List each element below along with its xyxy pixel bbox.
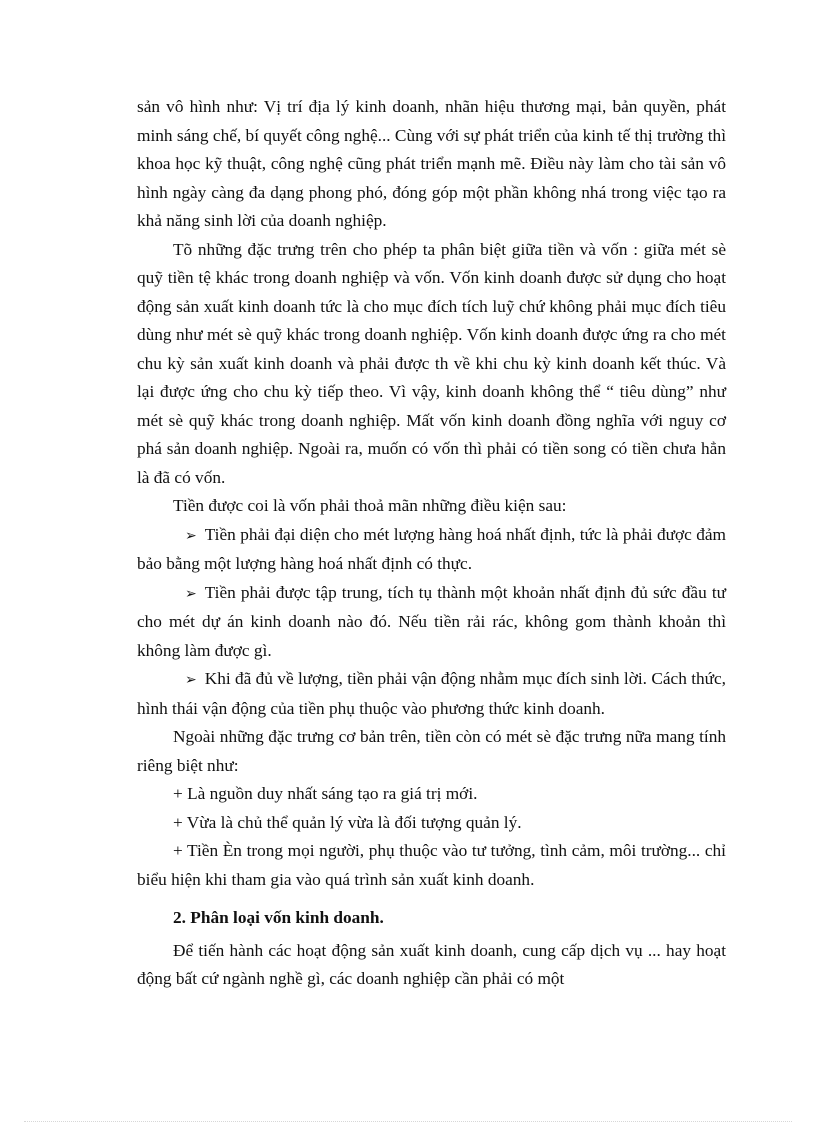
document-body — [137, 93, 726, 994]
bullet-text: Tiền phải được tập trung, tích tụ thành một khoản nhất định đủ sức đầu tư cho mét dự án kinh doanh nào đó. Nếu tiền rải rác, không gom thành khoản thì không làm được gì. — [137, 582, 726, 660]
bullet-text: Tiền phải đại diện cho mét lượng hàng hoá nhất định, tức là phải được đảm bảo bằng một lượng hàng hoá nhất định có thực. — [137, 524, 726, 573]
paragraph-money-vs-capital: Tõ những đặc trưng trên cho phép ta phân biệt giữa tiền và vốn : giữa mét sè quỹ tiền tệ khác trong doanh nghiệp và vốn. Vốn kinh doanh được sử dụng cho hoạt động sản xuất kinh doanh tức là cho mục đích tích luỹ chứ không phải mục đích tiêu dùng như mét sè quỹ khác trong doanh nghiệp. Vốn kinh doanh được ứng ra cho mét chu kỳ sản xuất kinh doanh và phải được th về khi chu kỳ kinh doanh kết thúc. Và lại được ứng cho chu kỳ tiếp theo. Vì vậy, kinh doanh không thể “ tiêu dùng” như mét sè quỹ khác trong doanh nghiệp. Mất vốn kinh doanh đồng nghĩa với nguy cơ phá sản doanh nghiệp. Ngoài ra, muốn có vốn thì phải có tiền song có tiền chưa hẳn là đã có vốn. — [137, 239, 726, 487]
footer-divider — [24, 1121, 792, 1122]
arrow-bullet-icon: ➢ — [185, 527, 197, 544]
plus-item: + Tiền Èn trong mọi người, phụ thuộc vào tư tưởng, tình cảm, môi trường... chỉ biểu hiện khi tham gia vào quá trình sản xuất kinh doanh. — [137, 841, 726, 889]
arrow-bullet-icon: ➢ — [185, 585, 197, 602]
bullet-item — [137, 665, 726, 723]
section-heading: 2. Phân loại vốn kinh doanh. — [173, 908, 384, 927]
bullet-text: Khi đã đủ về lượng, tiền phải vận động nhằm mục đích sinh lời. Cách thức, hình thái vận động của tiền phụ thuộc vào phương thức kinh doanh. — [137, 669, 726, 718]
paragraph-conditions-intro: Tiền được coi là vốn phải thoả mãn những điều kiện sau: — [173, 496, 567, 515]
bullet-item — [137, 579, 726, 666]
paragraph-capital-classification: Để tiến hành các hoạt động sản xuất kinh doanh, cung cấp dịch vụ ... hay hoạt động bất cứ ngành nghề gì, các doanh nghiệp cần phải có một — [137, 940, 726, 988]
plus-item: + Vừa là chủ thể quản lý vừa là đối tượng quản lý. — [173, 812, 522, 832]
bullet-item — [137, 521, 726, 579]
paragraph-special-features-intro: Ngoài những đặc trưng cơ bản trên, tiền còn có mét sè đặc trưng nữa mang tính riêng biệt như: — [137, 727, 726, 775]
plus-item: + Là nguồn duy nhất sáng tạo ra giá trị mới. — [173, 784, 478, 803]
paragraph-intangible-assets: sản vô hình như: Vị trí địa lý kinh doanh, nhãn hiệu thương mại, bản quyền, phát minh sáng chế, bí quyết công nghệ... Cùng với sự phát triển của kinh tế thị trường thì khoa học kỹ thuật, công nghệ cũng phát triển mạnh mẽ. Điều này làm cho tài sản vô hình ngày càng đa dạng phong phó, đóng góp một phần không nhá trong việc tạo ra khả năng sinh lời của doanh nghiệp. — [137, 97, 726, 230]
arrow-bullet-icon: ➢ — [185, 672, 197, 688]
